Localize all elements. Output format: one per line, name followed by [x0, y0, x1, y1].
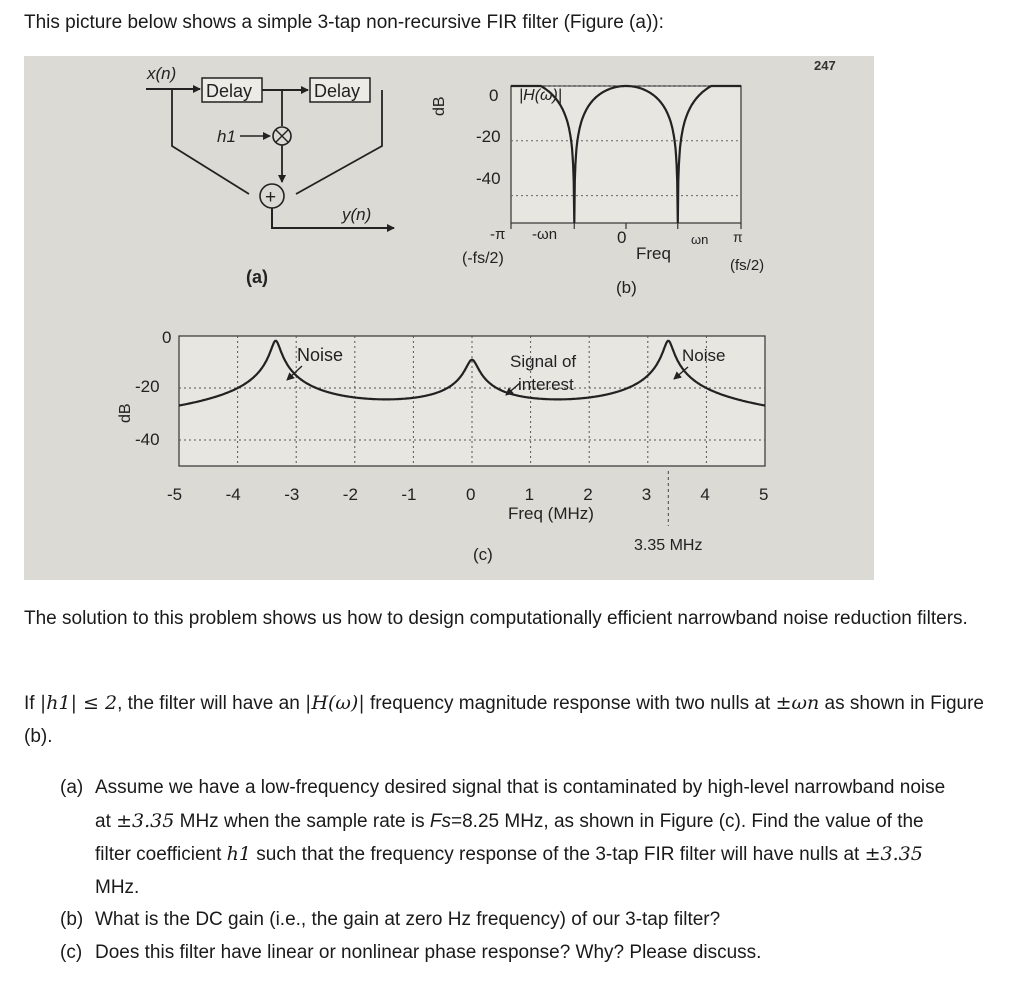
chart-b-ytick-2: -40 [476, 169, 501, 188]
question-tag: (a) [60, 777, 84, 798]
caption-a: (a) [246, 267, 268, 287]
photo-background [24, 56, 874, 580]
chart-b-curve-label: |H(ω)| [519, 87, 562, 104]
paragraph-2 [24, 687, 984, 753]
chart-b-ylabel: dB [431, 96, 448, 116]
question-tag: (b) [60, 909, 84, 930]
p2-text-1: If [24, 693, 40, 714]
q-a-math-3: ±3.35 [864, 843, 923, 865]
chart-c-ytick-0: 0 [162, 328, 172, 347]
paragraph-1: The solution to this problem shows us how to design computationally efficient narrowband noise reduction filters. [24, 608, 968, 629]
q-a-text-5: MHz. [95, 876, 140, 898]
chart-c-xtick-label: -4 [225, 485, 241, 504]
chart-b-ytick-0: 0 [489, 86, 499, 105]
caption-b: (b) [616, 278, 637, 297]
chart-c-ylabel: dB [117, 403, 134, 423]
p2-math-H: |H(ω)| [305, 692, 365, 714]
chart-b-frame [511, 86, 741, 223]
chart-b-fs-left: (-fs/2) [462, 250, 504, 267]
chart-c-ytick-1: -20 [135, 377, 160, 396]
question-tag: (c) [60, 941, 83, 963]
delay-label-2: Delay [314, 81, 361, 101]
output-label: y(n) [342, 205, 372, 224]
chart-c-marker: 3.35 MHz [634, 537, 703, 554]
chart-c-xtick-label: -5 [167, 485, 183, 504]
chart-c-xtick-label: 4 [700, 485, 710, 504]
page-number-mark: 247 [814, 58, 836, 73]
question-item [60, 772, 960, 904]
input-label: x(n) [147, 64, 177, 83]
chart-c-xtick-label: 3 [641, 485, 652, 504]
chart-b-xtick-0: -π [490, 226, 506, 243]
p2-math-h1: |h1| ≤ 2 [39, 692, 118, 714]
p2-text-2: , the filter will have an [117, 693, 306, 714]
q-a-math-2: h1 [226, 843, 251, 865]
chart-c-signal-line2: interest [518, 375, 574, 394]
q-b-text: What is the DC gain (i.e., the gain at zero Hz frequency) of our 3-tap filter? [95, 909, 721, 930]
chart-b-xtick-2: 0 [617, 228, 627, 247]
figure-svg [24, 56, 874, 580]
q-a-text-3: =8.25 MHz, as shown in Figure (c). Find the value of the filter coefficient [95, 810, 924, 865]
chart-c-xtick-label: -1 [401, 485, 417, 504]
chart-c-xtick-label: 1 [524, 485, 535, 504]
chart-c-noise-left: Noise [297, 345, 344, 365]
chart-c-xtick-label: -2 [342, 485, 358, 504]
q-a-text-2: MHz when the sample rate is [174, 810, 430, 832]
p2-text-3: frequency magnitude response with two nulls at [364, 693, 776, 714]
p2-math-omega: ±ωn [775, 692, 820, 714]
delay-label-1: Delay [206, 81, 253, 101]
chart-b-xtick-4: π [733, 229, 743, 245]
question-list [60, 772, 960, 969]
chart-c-signal-line1: Signal of [510, 352, 577, 371]
chart-c-xtick-label: 2 [583, 485, 593, 504]
q-a-text-1: Assume we have a low-frequency desired signal that is contaminated by high-level narrowband noise at [95, 777, 946, 832]
q-c-text: Does this filter have linear or nonlinear phase response? Why? Please discuss. [95, 941, 762, 963]
question-item [60, 937, 960, 970]
chart-b-xtick-1: -ωn [532, 226, 558, 243]
chart-b-xtick-3: ωn [691, 232, 709, 247]
intro-text: This picture below shows a simple 3-tap non-recursive FIR filter (Figure (a)): [24, 12, 664, 33]
chart-b-fs-right: (fs/2) [730, 257, 765, 274]
chart-c-xtick-label: -3 [284, 485, 300, 504]
question-item [60, 904, 960, 937]
chart-c-xtick-label: 5 [759, 485, 769, 504]
q-a-text-4: such that the frequency response of the 3-tap FIR filter will have nulls at [250, 844, 865, 865]
figure-photo [24, 56, 874, 580]
q-a-fs: Fs [429, 810, 452, 832]
p2-text-4: as shown in Figure (b). [24, 693, 984, 747]
chart-c-xlabel: Freq (MHz) [508, 504, 594, 523]
adder-symbol: + [265, 187, 277, 208]
q-a-math-1: ±3.35 [116, 809, 175, 832]
chart-c-noise-right: Noise [682, 346, 726, 365]
chart-c-ytick-2: -40 [135, 430, 160, 449]
chart-c-xtick-label: 0 [466, 485, 476, 504]
chart-b-xlabel: Freq [636, 244, 671, 263]
caption-c: (c) [473, 545, 493, 564]
chart-b-ytick-1: -20 [476, 127, 501, 146]
coef-label: h1 [217, 127, 236, 146]
